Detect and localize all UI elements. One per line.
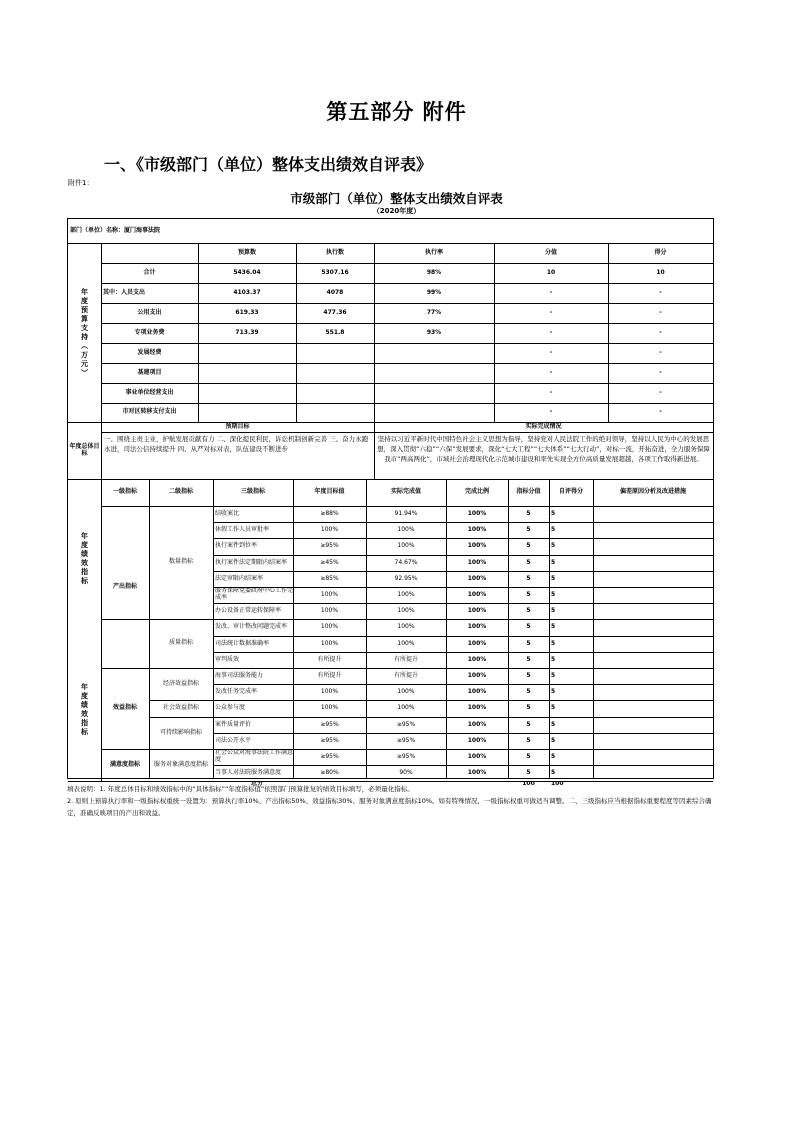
indicator-score: 5: [551, 542, 556, 550]
indicator-actual: 有所提升: [393, 655, 418, 663]
indicator-score: 5: [551, 623, 556, 631]
indicator-score: 5: [551, 671, 556, 679]
budget-got: 10: [656, 268, 665, 276]
executed-amount: [296, 363, 374, 383]
indicator-score: 5: [551, 590, 556, 598]
level2-economic: 经济效益指标: [162, 679, 199, 687]
executed-amount: [296, 403, 374, 422]
indicator-level3-name: 结收案比: [215, 509, 240, 517]
indicator-deviation: [593, 733, 713, 749]
budget-got: -: [659, 288, 662, 296]
indicator-target: ≥95%: [320, 752, 339, 760]
indicator-score: 5: [551, 768, 556, 776]
indicator-col-header: 年度目标值: [314, 488, 345, 496]
indicator-ratio: 100%: [467, 671, 487, 679]
indicator-points: 5: [526, 655, 531, 663]
indicator-points: 5: [526, 704, 531, 712]
execution-rate: [374, 363, 494, 383]
indicator-deviation: [593, 636, 713, 652]
budget-score: -: [549, 348, 553, 356]
indicator-actual: 100%: [397, 704, 415, 712]
executed-amount: 4078: [326, 288, 344, 296]
level2-quantity: 数量指标: [168, 558, 193, 566]
indicator-level3-name: 司法公开水平: [215, 736, 252, 744]
indicator-deviation: [593, 684, 713, 700]
execution-rate: 99%: [426, 288, 442, 296]
execution-rate: [374, 383, 494, 403]
indicator-col-header: 三级指标: [240, 488, 265, 496]
indicator-score: 5: [551, 509, 556, 517]
indicator-ratio: 100%: [467, 752, 487, 760]
budget-col-header: 得分: [654, 248, 667, 256]
budget-got: -: [659, 368, 662, 376]
budget-amount: [198, 343, 296, 363]
budget-amount: 4103.37: [233, 288, 261, 296]
indicator-ratio: 100%: [467, 704, 487, 712]
executed-amount: 551.8: [325, 328, 345, 336]
level1-output: 产出指标: [112, 582, 137, 590]
indicator-points: 5: [526, 671, 531, 679]
indicators-side-label-bottom: 年度绩效指标: [80, 683, 89, 737]
indicator-deviation: [593, 668, 713, 684]
indicator-actual: 90%: [399, 768, 413, 776]
budget-amount: [198, 403, 296, 422]
indicator-points: 5: [526, 687, 531, 695]
indicator-actual: ≥95%: [396, 752, 416, 760]
level2-sustainable: 可持续影响指标: [159, 728, 202, 736]
indicator-target: 100%: [320, 590, 339, 598]
budget-col-header: 分值: [544, 248, 557, 256]
budget-score: -: [549, 368, 553, 376]
executed-amount: [296, 383, 374, 403]
indicator-actual: ≥95%: [396, 720, 416, 728]
indicator-score: 5: [551, 720, 556, 728]
indicator-level3-name: 案件质量评价: [215, 720, 252, 728]
note-line-2: 2. 原则上预算执行率和一级指标权重统一设置为：预算执行率10%、产出指标50%、效益指标30%、服务对象满意度指标10%。如有特殊情况，一级指标权重可做适当调整。二、三级指标应当根据指标重要程度等因素综合确定，准确反映项目的产出和效益。: [67, 797, 712, 817]
indicator-level3-name: 办公设备正常运转保障率: [215, 606, 282, 614]
indicator-score: 5: [551, 525, 556, 533]
indicator-actual: 100%: [397, 525, 415, 533]
indicator-points: 5: [526, 558, 531, 566]
budget-amount: 5436.04: [233, 268, 261, 276]
indicator-ratio: 100%: [467, 639, 487, 647]
section-title: 一、《市级部门（单位）整体支出绩效自评表》: [104, 155, 433, 174]
budget-row-name: 公用支出: [137, 308, 162, 316]
execution-rate: 98%: [426, 268, 442, 276]
indicator-deviation: [593, 571, 713, 587]
level1-satisfaction: 满意度指标: [109, 760, 140, 768]
indicator-target: ≥80%: [320, 768, 339, 776]
indicator-target: ≥95%: [320, 720, 339, 728]
indicator-score: 5: [551, 639, 556, 647]
indicator-col-header: 指标分值: [516, 488, 541, 496]
indicator-col-header: 二级指标: [168, 488, 193, 496]
table-year: （2020年度）: [372, 207, 421, 215]
indicator-score: 5: [551, 736, 556, 744]
budget-col-header: 预算数: [237, 248, 256, 256]
indicator-score: 5: [551, 574, 556, 582]
indicator-deviation: [593, 652, 713, 668]
indicator-points: 5: [526, 623, 531, 631]
indicator-ratio: 100%: [467, 768, 487, 776]
budget-row-name: 其中：人员支出: [103, 288, 146, 296]
indicator-actual: 74.67%: [394, 558, 418, 566]
budget-got: -: [659, 308, 662, 316]
indicator-points: 5: [526, 768, 531, 776]
indicator-points: 5: [526, 736, 531, 744]
budget-score: -: [549, 408, 553, 416]
level2-service-satisfaction: 服务对象满意度指标: [153, 760, 208, 768]
budget-row-name: 专项业务费: [134, 328, 165, 336]
indicator-actual: 100%: [397, 542, 415, 550]
indicator-ratio: 100%: [467, 687, 487, 695]
execution-rate: [374, 403, 494, 422]
indicator-deviation: [593, 555, 713, 571]
expected-goal-header: 预期目标: [225, 422, 250, 430]
indicator-target: 100%: [320, 623, 339, 631]
budget-got: -: [659, 328, 662, 336]
indicator-deviation: [593, 749, 713, 765]
indicator-level3-name: 执行案件到位率: [215, 542, 258, 550]
budget-score: -: [549, 308, 553, 316]
budget-side-label: 年度预算支持（万元）: [80, 287, 89, 378]
indicator-ratio: 100%: [467, 623, 487, 631]
indicator-points: 5: [526, 639, 531, 647]
indicator-target: 100%: [320, 704, 339, 712]
indicator-col-header: 完成比例: [464, 488, 489, 496]
indicator-ratio: 100%: [467, 542, 487, 550]
budget-score: -: [549, 328, 553, 336]
indicator-score: 5: [551, 704, 556, 712]
expected-goal-text: 一、围绕主责主业，护航发展贡献有力 二、深化提民利民，诉讼机制创新完善 三、奋力永跑永进，司法公信持续提升 四、从严对标对表，队伍建设不断进步: [104, 435, 369, 453]
indicator-actual: ≥95%: [396, 736, 416, 744]
level2-quality: 质量指标: [168, 639, 193, 647]
indicator-actual: 100%: [397, 606, 415, 614]
indicator-target: ≥95%: [320, 736, 339, 744]
indicator-deviation: [593, 506, 713, 522]
indicator-score: 5: [551, 752, 556, 760]
budget-score: -: [549, 388, 553, 396]
indicator-deviation: [593, 700, 713, 717]
indicator-level3-name: 执行案件法定期限内结案率: [215, 558, 288, 566]
indicator-target: 有所提升: [317, 671, 342, 679]
indicator-deviation: [593, 538, 713, 555]
execution-rate: 77%: [426, 308, 442, 316]
execution-rate: 93%: [426, 328, 442, 336]
indicator-ratio: 100%: [467, 655, 487, 663]
indicator-points: 5: [526, 525, 531, 533]
indicator-col-header: 实际完成值: [390, 488, 421, 496]
level1-benefit: 效益指标: [112, 704, 137, 712]
indicator-level3-name: 社会公众对海事法院工作满意度: [215, 749, 293, 763]
indicator-points: 5: [526, 542, 531, 550]
indicator-target: 100%: [320, 687, 339, 695]
indicator-level3-name: 法定审限内结案率: [215, 574, 264, 582]
indicator-level3-name: 当事人对法院服务满意度: [215, 768, 282, 776]
indicator-actual: 92.95%: [394, 574, 418, 582]
indicator-target: 有所提升: [317, 655, 342, 663]
indicator-actual: 100%: [397, 590, 415, 598]
indicator-target: 100%: [320, 606, 339, 614]
indicator-ratio: 100%: [467, 574, 487, 582]
goals-side-label: 年度总体目标: [69, 442, 100, 457]
budget-got: -: [659, 408, 662, 416]
budget-row-name: 发展经费: [137, 348, 162, 356]
indicator-target: 100%: [320, 525, 339, 533]
indicator-deviation: [593, 522, 713, 538]
indicator-deviation: [593, 765, 713, 781]
indicator-ratio: 100%: [467, 558, 487, 566]
attachment-label: 附件1：: [68, 179, 94, 187]
indicator-ratio: 100%: [467, 590, 487, 598]
indicator-target: ≥95%: [320, 542, 339, 550]
execution-rate: [374, 343, 494, 363]
budget-amount: [198, 383, 296, 403]
indicator-level3-name: 公众参与度: [215, 704, 246, 712]
indicator-points: 5: [526, 509, 531, 517]
department-name: 部门（单位）名称：厦门海事法院: [70, 226, 161, 234]
executed-amount: 477.36: [323, 308, 347, 316]
indicator-points: 5: [526, 574, 531, 582]
indicator-ratio: 100%: [467, 736, 487, 744]
indicator-ratio: 100%: [467, 606, 487, 614]
indicator-points: 5: [526, 752, 531, 760]
indicator-level3-name: 休假工作人员审批率: [215, 525, 270, 533]
part-title: 第五部分 附件: [326, 100, 467, 124]
indicator-col-header: 偏差原因分析及改进措施: [619, 488, 686, 496]
total-points: 100: [522, 781, 535, 787]
indicator-points: 5: [526, 590, 531, 598]
evaluation-table: [67, 218, 714, 787]
indicator-level3-name: 服务保障党委政府中心工作完成率: [215, 587, 293, 601]
indicator-deviation: [593, 587, 713, 603]
indicator-col-header: 自评得分: [558, 488, 583, 496]
total-label: 总分: [250, 781, 263, 787]
indicator-actual: 100%: [397, 623, 415, 631]
indicator-ratio: 100%: [467, 525, 487, 533]
indicator-level3-name: 审判质效: [215, 655, 240, 663]
indicator-score: 5: [551, 606, 556, 614]
executed-amount: [296, 343, 374, 363]
budget-amount: 619.33: [235, 308, 259, 316]
indicator-actual: 有所提升: [393, 671, 418, 679]
level2-social: 社会效益指标: [162, 704, 199, 712]
budget-amount: 713.39: [235, 328, 259, 336]
indicator-score: 5: [551, 687, 556, 695]
indicator-deviation: [593, 603, 713, 619]
indicator-score: 5: [551, 655, 556, 663]
indicators-side-label-top: 年度绩效指标: [80, 532, 89, 586]
budget-col-header: 执行率: [424, 248, 443, 256]
indicator-ratio: 100%: [467, 720, 487, 728]
budget-row-name: 合计: [143, 268, 156, 276]
indicator-target: ≥45%: [320, 558, 339, 566]
indicator-actual: 91.94%: [394, 509, 418, 517]
indicator-points: 5: [526, 720, 531, 728]
indicator-deviation: [593, 619, 713, 636]
indicator-target: ≥88%: [320, 509, 339, 517]
indicator-level3-name: 司法统计数据准确率: [215, 639, 270, 647]
indicator-col-header: 一级指标: [112, 488, 137, 496]
indicator-target: 100%: [320, 639, 339, 647]
actual-goal-text: 坚持以习近平新时代中国特色社会主义思想为指导，坚持党对人民法院工作的绝对领导，坚持以人民为中心的发展思想，深入贯彻“六稳”“六保”发展要求，深化“七大工程”“七大体系”“七大行动”，对标一流，开拓奋进，全力服务保障我市“两高两化”，市域社会治理现代化示范城市建设和率先实现全方位高质量发展超越，各项工作取得新进展。: [377, 435, 710, 463]
indicator-target: ≥85%: [320, 574, 339, 582]
budget-row-name: 基建项目: [137, 368, 162, 376]
indicator-level3-name: 发改任务完成率: [215, 687, 258, 695]
executed-amount: 5307.16: [321, 268, 349, 276]
indicator-actual: 100%: [397, 639, 415, 647]
budget-amount: [198, 363, 296, 383]
total-score: 100: [551, 781, 564, 787]
budget-col-header: 执行数: [325, 248, 344, 256]
table-title: 市级部门（单位）整体支出绩效自评表: [290, 191, 503, 206]
budget-row-name: 事业单位经营支出: [125, 388, 174, 396]
budget-got: -: [659, 388, 662, 396]
note-line-1: 填表说明：1. 年度总体目标和绩效指标中的“具体指标”“年度指标值”依照部门预算批复的绩效目标填写，必须量化指标。: [67, 785, 414, 793]
indicator-deviation: [593, 717, 713, 733]
indicator-actual: 100%: [397, 687, 415, 695]
indicator-points: 5: [526, 606, 531, 614]
budget-row-name: 市对区转移支付支出: [122, 408, 177, 416]
indicator-score: 5: [551, 558, 556, 566]
budget-score: -: [549, 288, 553, 296]
budget-got: -: [659, 348, 662, 356]
actual-goal-header: 实际完成情况: [525, 422, 562, 430]
indicator-level3-name: 海事司法服务能力: [215, 671, 264, 679]
form-notes: [67, 783, 717, 819]
indicator-level3-name: 发改、审计整改问题完成率: [215, 623, 288, 631]
indicator-ratio: 100%: [467, 509, 487, 517]
budget-score: 10: [546, 268, 556, 276]
